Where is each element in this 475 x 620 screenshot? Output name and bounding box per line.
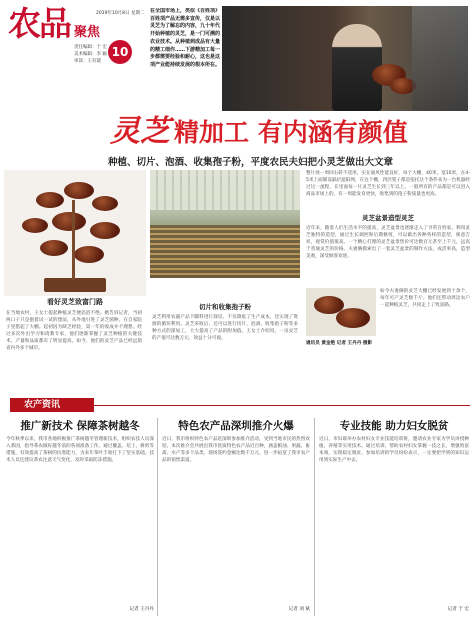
- bonsai-pot: [44, 278, 106, 292]
- lingzhi-cap: [40, 240, 68, 256]
- column-name: 聚焦: [74, 25, 101, 40]
- news-title: 推广新技术 保障茶树越冬: [20, 420, 140, 432]
- greenhouse-rows: [150, 225, 300, 278]
- bonsai-stems: [72, 200, 75, 280]
- headline: [110, 114, 470, 154]
- left-column-text: 在当地农村，王女士提起种植灵芝便滔滔不绝。她告诉记者，当初两口子只是抱着试一试的想法，从外地引进了灵芝菌种，在自家院子里搭起了大棚。起初因为缺乏经验，第一年的收成并不理想。经过多次外出学习和请教专家，他们逐渐掌握了灵芝种植的关键技术，产量和品质都有了明显提高。如今，他们的灵芝产品已经远销省内外多个城市。: [6, 311, 142, 351]
- lingzhi-cap: [90, 222, 120, 239]
- mid-subhead: 切片和收集孢子粉: [199, 303, 251, 311]
- lingzhi-cap: [36, 192, 64, 208]
- bonsai-photo: [4, 170, 146, 296]
- right-byline: 通讯员 黄金艳 记者 王丹丹 摄影: [306, 341, 373, 346]
- greenhouse-photo: [150, 170, 300, 278]
- greenhouse-roof: [150, 170, 300, 210]
- issue-date: 2019年10月8日 星期二: [96, 11, 145, 16]
- editor-line: 责任编辑：于 宏: [74, 45, 107, 50]
- brand-title: 农品: [8, 4, 70, 43]
- news-column: [162, 418, 310, 616]
- column-divider: [314, 418, 315, 616]
- lingzhi-cap: [64, 182, 94, 199]
- headline-lead: 灵芝: [110, 114, 170, 149]
- news-body: 近日，我市组织特色农产品赴深圳参加推介活动，受到当地市民的热烈欢迎。本次推介会共展出我市优质特色农产品近百种，涵盖粮油、果蔬、畜禽、水产等多个品类。现场签约金额达数千万元，进一步拓宽了我市农产品的销售渠道。: [162, 437, 310, 463]
- right-subhead: 灵芝盆景造型灵芝: [362, 214, 414, 222]
- proofer-line: 审读：王有瑗: [74, 59, 101, 64]
- column-divider: [157, 418, 158, 616]
- right-column-bottom: 如今夫妻俩的灵芝大棚已经发展到十余个，每年可产灵芝数千斤。他们还带动周边农户一起种植灵芝，共同走上了致富路。: [380, 289, 470, 308]
- news-byline: 记者 刘 斌: [288, 607, 310, 612]
- photo-highlight: [412, 6, 468, 111]
- section-tab: [10, 398, 94, 412]
- page-number-badge: [108, 40, 132, 64]
- lingzhi-cap: [52, 212, 86, 231]
- news-column: [6, 418, 154, 616]
- lingzhi-cap: [336, 308, 370, 328]
- news-title: 专业技能 助力妇女脱贫: [339, 420, 449, 432]
- intro-block: [150, 8, 220, 108]
- headline-subtitle: 种植、切片、泡酒、收集孢子粉，平度农民夫妇把小灵芝做出大文章: [108, 157, 394, 168]
- lingzhi-cap: [74, 246, 104, 263]
- right-column-top: 整片放一周回右转不适用，实在通风性能良好，每个大棚，40米，宽10米，在4-5米上面铺设隔层遮阳网，在这个棚，四层架子都是依托这个条件来为一台机器经过这一流程，在里面每一片灵芝生长到三年以上。一般所有的产品都是可以进入商品市场上的，有一周能发育更快，收集到的孢子粉质量也更高。: [306, 171, 470, 197]
- page-number: 10: [111, 45, 129, 59]
- spore-photo: [306, 288, 376, 336]
- section-tab-line: [92, 405, 470, 406]
- news-title: 特色农产品深圳推介火爆: [178, 420, 294, 432]
- designer-line: 美术编辑：李 颖: [74, 52, 107, 57]
- masthead: [8, 4, 145, 76]
- news-body: 今年秋季以来，我市各地积极推广茶树越冬管理新技术，组织农技人员深入茶园，指导茶农做好越冬前的各项准备工作。通过覆盖、培土、修剪等措施，有效提高了茶树的抗寒能力，为来年茶叶丰收打下了坚实基础。技术人员还建议茶农注意天气变化，及时采取防冻措施。: [6, 437, 154, 463]
- news-byline: 记者 于 宏: [447, 607, 469, 612]
- lingzhi-cap: [92, 196, 118, 211]
- headline-rest: 精加工 有内涵有颜值: [174, 118, 408, 147]
- left-caption: 看好灵芝致富门路: [47, 298, 103, 306]
- top-photo: [222, 6, 468, 111]
- lingzhi-cap: [22, 218, 48, 233]
- mid-column-text: 灵芝利用农副产品下脚料进行栽培，不仅降低了生产成本，还实现了资源的循环利用。灵芝采收后，还可以进行切片、泡酒、收集孢子粉等多种方式的深加工，大大提高了产品的附加值。王女士介绍说，一亩灵芝的产值可达数万元，效益十分可观。: [152, 315, 298, 341]
- news-body: 近日，市妇联举办农村妇女专业技能培训班，邀请农业专家为学员讲授种植、养殖等实用技术。通过培训，帮助农村妇女掌握一技之长，增强致富本领，实现稳定脱贫。参加培训的学员纷纷表示，一定要把学到的知识运用到实际生产中去。: [319, 437, 469, 463]
- right-column-mid: 近年来，随着人们生活水平的提高，灵芝盆景也逐渐走入了寻常百姓家。利用灵芝独特的造型，通过生长调控和后期修剪，可以做出各种各样的造型，寓意吉祥，观赏价值很高。一个精心打理的灵芝盆景售价可达数百元甚至上千元，远高于普通灵芝的价格。夫妻俩摸索出了一套灵芝盆景的制作方法，成活率高，造型美观，深受顾客欢迎。: [306, 226, 470, 259]
- section-tab-label: 农产资讯: [24, 400, 61, 410]
- intro-text: 在全国市场上，类似《百姓项》百姓项产品无需多宣传，仅是以灵芝为了解忘的内容，九十年代开始种植的灵芝，是一门可溯的农业技术。从种植到成品有大量的精工细作……下游精加工每一步都需要经验和耐心，这也是这项产业能持续发展的根本所在。: [150, 8, 220, 68]
- news-column: [319, 418, 469, 616]
- news-byline: 记者 王丹丹: [129, 607, 154, 612]
